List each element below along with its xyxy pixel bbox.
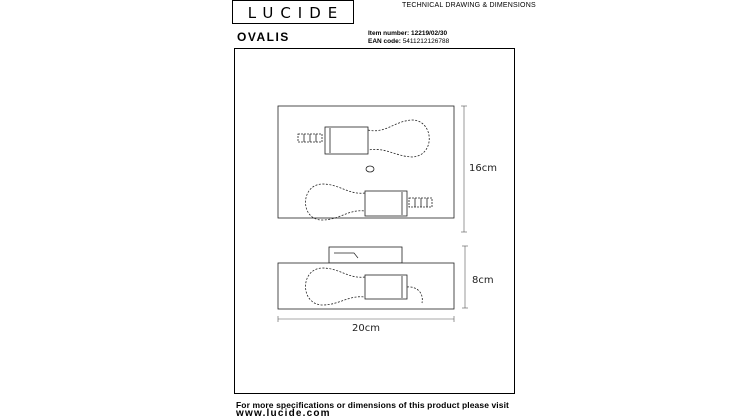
item-number-label: Item number:	[368, 30, 410, 37]
dimension-height-bottom: 8cm	[472, 275, 494, 286]
footer-note: For more specifications or dimensions of this product please visit	[236, 400, 509, 410]
dimension-height-top: 16cm	[469, 163, 497, 174]
footer-url-link[interactable]: www.lucide.com	[236, 408, 331, 419]
ean-row	[368, 38, 449, 46]
side-bulb-holder	[365, 275, 407, 299]
lucide-logo: LUCIDE	[232, 0, 354, 24]
product-name: OVALIS	[237, 30, 290, 44]
item-number-row	[368, 30, 447, 38]
document-tagline: TECHNICAL DRAWING & DIMENSIONS	[402, 2, 536, 9]
ean-label: EAN code:	[368, 38, 401, 45]
technical-drawing	[234, 48, 515, 394]
dimension-width: 20cm	[352, 323, 380, 334]
item-number-value: 12219/02/30	[410, 30, 448, 37]
wall-bracket	[329, 247, 402, 263]
side-view	[278, 247, 454, 309]
ean-value: 5411212126788	[402, 38, 450, 45]
top-view	[278, 106, 454, 220]
